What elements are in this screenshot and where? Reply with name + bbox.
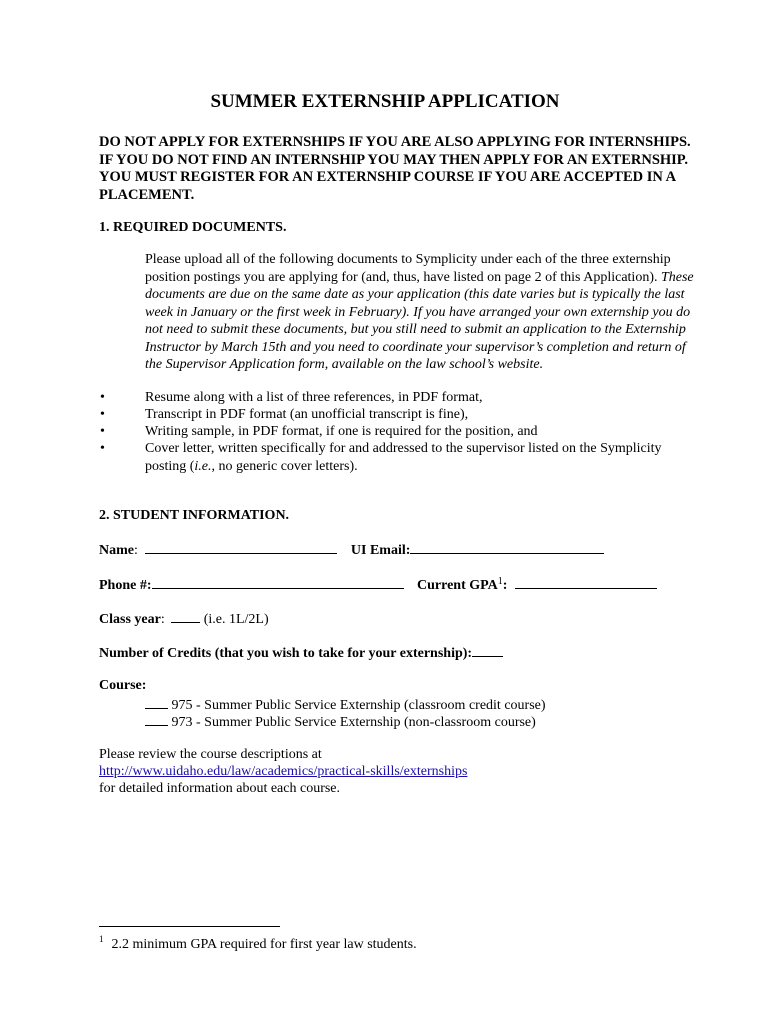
email-label: UI Email: <box>350 543 411 558</box>
footnote <box>99 934 417 953</box>
bullet-icon: • <box>100 441 105 456</box>
class-year-row <box>99 608 269 629</box>
class-year-colon: : <box>160 612 165 627</box>
course-option <box>145 711 536 732</box>
phone-row <box>99 573 657 595</box>
course-973-text: 973 - Summer Public Service Externship (non-classroom course) <box>171 715 536 730</box>
name-row <box>99 539 604 560</box>
bullet-text: Transcript in PDF format (an unofficial transcript is fine), <box>145 407 469 422</box>
bullet-text: Writing sample, in PDF format, if one is required for the position, and <box>145 424 538 439</box>
bullet-text <box>145 440 693 475</box>
gpa-footnote-ref: 1 <box>497 576 503 587</box>
intro-italic-text: These documents are due on the same date as your application (this date varies but is typically the last week in January or the first week in February). If you have arranged your own externship you do not need to submit these documents, but you still need to submit an application to the Externship Instructor by March 15th and you need to coordinate your supervisor’s completion and return of the Supervisor Application form, available on the law school’s website. <box>145 269 694 372</box>
footnote-divider <box>99 926 280 927</box>
ie-text: i.e. <box>194 458 212 474</box>
phone-label: Phone #: <box>99 578 152 593</box>
externships-link[interactable]: http://www.uidaho.edu/law/academics/practical-skills/externships <box>99 764 468 779</box>
name-field[interactable] <box>145 539 337 554</box>
name-label: Name <box>99 543 134 558</box>
class-year-field[interactable] <box>171 608 200 623</box>
required-documents-paragraph <box>145 251 700 374</box>
credits-label: Number of Credits (that you wish to take for your externship): <box>99 646 473 661</box>
section-1-heading: 1. REQUIRED DOCUMENTS. <box>99 220 287 235</box>
bullet-icon: • <box>100 424 105 439</box>
externships-link-row <box>99 763 467 781</box>
name-colon: : <box>134 543 138 558</box>
course-label: Course: <box>99 678 147 693</box>
section-2-heading: 2. STUDENT INFORMATION. <box>99 508 290 523</box>
gpa-label: Current GPA <box>417 578 498 593</box>
phone-field[interactable] <box>152 574 404 589</box>
intro-plain-text: Please upload all of the following documents to Symplicity under each of the three externship position postings you are applying for (and, thus, have listed on page 2 of this Application). <box>145 252 671 285</box>
review-text: Please review the course descriptions at <box>99 747 322 762</box>
footnote-marker: 1 <box>99 934 104 944</box>
class-year-label: Class year <box>99 612 161 627</box>
detail-text: for detailed information about each course. <box>99 781 341 796</box>
cover-letter-text: Cover letter, written specifically for and addressed to the supervisor listed on the Symplicity posting ( <box>145 441 662 474</box>
course-975-checkbox[interactable] <box>145 694 168 709</box>
gpa-colon: : <box>502 578 508 593</box>
bullet-icon: • <box>100 390 105 405</box>
credits-field[interactable] <box>472 642 503 657</box>
gpa-field[interactable] <box>515 574 657 589</box>
warning-notice: DO NOT APPLY FOR EXTERNSHIPS IF YOU ARE ALSO APPLYING FOR INTERNSHIPS. IF YOU DO NOT FIND AN INTERNSHIP YOU MAY THEN APPLY FOR AN EXTERNSHIP. YOU MUST REGISTER FOR AN EXTERNSHIP COURSE IF YOU ARE ACCEPTED IN A PLACEMENT. <box>99 134 691 203</box>
footnote-text: 2.2 minimum GPA required for first year law students. <box>111 937 417 952</box>
bullet-icon: • <box>100 407 105 422</box>
bullet-text: Resume along with a list of three references, in PDF format, <box>145 390 483 405</box>
class-year-hint: (i.e. 1L/2L) <box>203 612 269 627</box>
course-973-checkbox[interactable] <box>145 711 168 726</box>
page-title: SUMMER EXTERNSHIP APPLICATION <box>210 91 560 112</box>
credits-row <box>99 642 503 663</box>
email-field[interactable] <box>410 539 604 554</box>
cover-letter-text-end: , no generic cover letters). <box>211 458 358 474</box>
course-975-text: 975 - Summer Public Service Externship (classroom credit course) <box>171 698 546 713</box>
